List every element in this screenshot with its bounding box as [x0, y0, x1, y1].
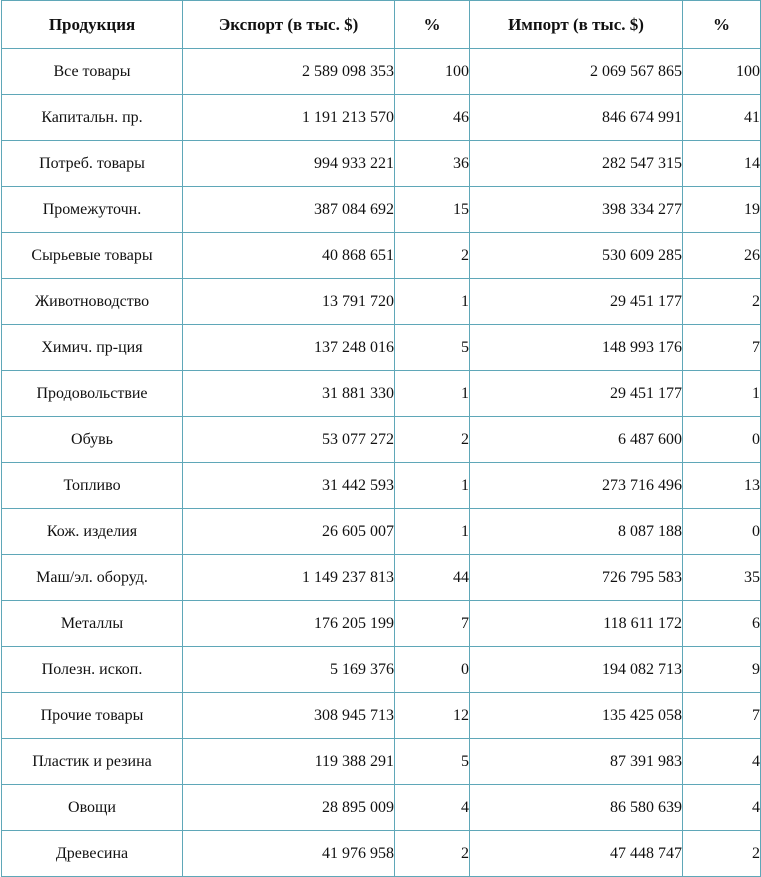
cell-export-percent: 100: [395, 49, 470, 95]
table-row: [2, 279, 761, 325]
table-row: [2, 831, 761, 877]
header-row: [2, 1, 761, 49]
cell-import: 135 425 058: [470, 693, 683, 739]
table-row: [2, 141, 761, 187]
cell-product: Топливо: [2, 463, 183, 509]
cell-export-percent: 1: [395, 509, 470, 555]
cell-export-percent: 1: [395, 371, 470, 417]
cell-import: 87 391 983: [470, 739, 683, 785]
cell-product: Потреб. товары: [2, 141, 183, 187]
cell-product: Полезн. ископ.: [2, 647, 183, 693]
cell-export: 31 881 330: [183, 371, 395, 417]
cell-export-percent: 2: [395, 417, 470, 463]
table-row: [2, 95, 761, 141]
cell-import: 398 334 277: [470, 187, 683, 233]
cell-import: 29 451 177: [470, 279, 683, 325]
header-export: Экспорт (в тыс. $): [183, 1, 395, 49]
cell-product: Кож. изделия: [2, 509, 183, 555]
table-header: [2, 1, 761, 49]
cell-export: 13 791 720: [183, 279, 395, 325]
table-body: [2, 49, 761, 877]
cell-import: 726 795 583: [470, 555, 683, 601]
cell-import-percent: 100: [683, 49, 761, 95]
cell-import-percent: 1: [683, 371, 761, 417]
cell-product: Химич. пр-ция: [2, 325, 183, 371]
cell-export-percent: 0: [395, 647, 470, 693]
cell-export-percent: 5: [395, 739, 470, 785]
cell-import-percent: 19: [683, 187, 761, 233]
cell-export-percent: 36: [395, 141, 470, 187]
table-row: [2, 233, 761, 279]
cell-import: 47 448 747: [470, 831, 683, 877]
cell-export: 137 248 016: [183, 325, 395, 371]
cell-import: 194 082 713: [470, 647, 683, 693]
cell-export-percent: 46: [395, 95, 470, 141]
header-export-percent: %: [395, 1, 470, 49]
cell-product: Металлы: [2, 601, 183, 647]
table-row: [2, 739, 761, 785]
cell-import-percent: 13: [683, 463, 761, 509]
cell-product: Древесина: [2, 831, 183, 877]
cell-import: 6 487 600: [470, 417, 683, 463]
cell-export: 994 933 221: [183, 141, 395, 187]
cell-export: 5 169 376: [183, 647, 395, 693]
table-row: [2, 693, 761, 739]
cell-import-percent: 7: [683, 693, 761, 739]
cell-export: 41 976 958: [183, 831, 395, 877]
table-row: [2, 371, 761, 417]
cell-export-percent: 44: [395, 555, 470, 601]
table-row: [2, 555, 761, 601]
cell-export-percent: 12: [395, 693, 470, 739]
cell-import-percent: 9: [683, 647, 761, 693]
header-import: Импорт (в тыс. $): [470, 1, 683, 49]
cell-import-percent: 26: [683, 233, 761, 279]
table-row: [2, 647, 761, 693]
cell-export: 119 388 291: [183, 739, 395, 785]
cell-import-percent: 6: [683, 601, 761, 647]
cell-product: Маш/эл. оборуд.: [2, 555, 183, 601]
cell-import: 29 451 177: [470, 371, 683, 417]
cell-export: 31 442 593: [183, 463, 395, 509]
cell-import-percent: 35: [683, 555, 761, 601]
table-row: [2, 463, 761, 509]
table-row: [2, 785, 761, 831]
cell-product: Продовольствие: [2, 371, 183, 417]
cell-import-percent: 0: [683, 417, 761, 463]
cell-export: 1 149 237 813: [183, 555, 395, 601]
cell-export-percent: 4: [395, 785, 470, 831]
cell-export-percent: 1: [395, 463, 470, 509]
header-import-percent: %: [683, 1, 761, 49]
cell-export-percent: 1: [395, 279, 470, 325]
table-row: [2, 509, 761, 555]
cell-product: Прочие товары: [2, 693, 183, 739]
cell-import: 86 580 639: [470, 785, 683, 831]
table-row: [2, 187, 761, 233]
cell-product: Обувь: [2, 417, 183, 463]
cell-product: Промежуточн.: [2, 187, 183, 233]
table-row: [2, 325, 761, 371]
cell-import: 148 993 176: [470, 325, 683, 371]
cell-product: Животноводство: [2, 279, 183, 325]
table-row: [2, 49, 761, 95]
cell-import-percent: 4: [683, 785, 761, 831]
cell-product: Все товары: [2, 49, 183, 95]
cell-export-percent: 15: [395, 187, 470, 233]
cell-import: 2 069 567 865: [470, 49, 683, 95]
header-product: Продукция: [2, 1, 183, 49]
cell-export: 308 945 713: [183, 693, 395, 739]
cell-export: 53 077 272: [183, 417, 395, 463]
cell-export: 1 191 213 570: [183, 95, 395, 141]
cell-import: 118 611 172: [470, 601, 683, 647]
cell-import-percent: 7: [683, 325, 761, 371]
cell-import: 846 674 991: [470, 95, 683, 141]
cell-import: 530 609 285: [470, 233, 683, 279]
cell-export: 26 605 007: [183, 509, 395, 555]
cell-import: 8 087 188: [470, 509, 683, 555]
cell-import-percent: 14: [683, 141, 761, 187]
cell-import-percent: 0: [683, 509, 761, 555]
cell-import-percent: 2: [683, 831, 761, 877]
cell-export: 40 868 651: [183, 233, 395, 279]
cell-export-percent: 2: [395, 831, 470, 877]
cell-export-percent: 2: [395, 233, 470, 279]
cell-product: Овощи: [2, 785, 183, 831]
cell-export: 2 589 098 353: [183, 49, 395, 95]
table-row: [2, 417, 761, 463]
trade-table: [1, 0, 761, 877]
cell-product: Пластик и резина: [2, 739, 183, 785]
cell-import-percent: 2: [683, 279, 761, 325]
table-row: [2, 601, 761, 647]
cell-import: 273 716 496: [470, 463, 683, 509]
cell-import-percent: 41: [683, 95, 761, 141]
cell-export: 176 205 199: [183, 601, 395, 647]
cell-export: 387 084 692: [183, 187, 395, 233]
cell-product: Сырьевые товары: [2, 233, 183, 279]
cell-import-percent: 4: [683, 739, 761, 785]
cell-export: 28 895 009: [183, 785, 395, 831]
cell-import: 282 547 315: [470, 141, 683, 187]
cell-product: Капитальн. пр.: [2, 95, 183, 141]
cell-export-percent: 7: [395, 601, 470, 647]
cell-export-percent: 5: [395, 325, 470, 371]
